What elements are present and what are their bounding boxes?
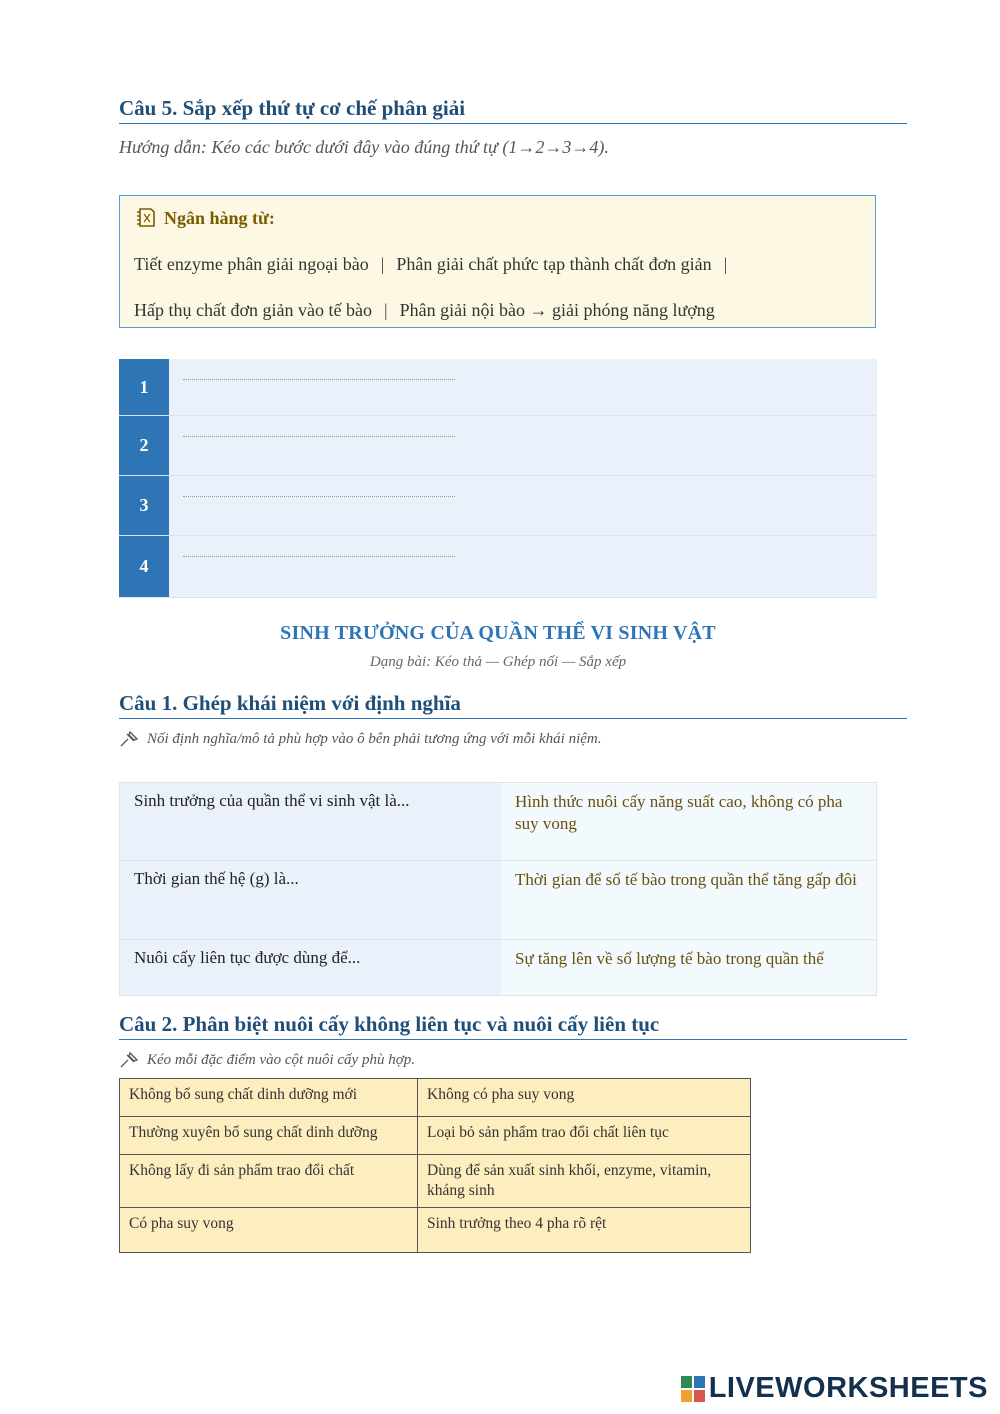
bank-word-4[interactable]: Phân giải nội bào → giải phóng năng lượng [399,300,715,320]
liveworksheets-logo [681,1372,988,1405]
q2-instruction-row [119,1051,415,1069]
sort-table [119,1078,751,1253]
order-number: 1 [119,359,169,415]
order-drop-slot-3[interactable] [169,476,877,535]
match-table [119,782,877,996]
blank-line [183,371,455,380]
feature-item[interactable]: Loại bỏ sản phẩm trao đổi chất liên tục [418,1117,751,1155]
word-bank-title: Ngân hàng từ: [164,207,275,228]
concept-cell: Sinh trưởng của quần thể vi sinh vật là... [120,783,501,860]
blank-line [183,428,455,437]
order-table [119,359,877,598]
feature-item[interactable]: Có pha suy vong [120,1208,418,1253]
match-row [120,940,876,995]
pin-icon [119,730,141,748]
bank-word-3[interactable]: Hấp thụ chất đơn giản vào tế bào [134,300,372,320]
feature-item[interactable]: Không lấy đi sản phẩm trao đổi chất [120,1155,418,1208]
order-drop-slot-2[interactable] [169,416,877,475]
blank-line [183,488,455,497]
q1-title: Câu 1. Ghép khái niệm với định nghĩa [119,691,907,719]
concept-cell: Nuôi cấy liên tục được dùng để... [120,940,501,995]
order-drop-slot-1[interactable] [169,359,877,415]
sort-row [120,1079,751,1117]
pin-icon [119,1051,141,1069]
feature-item[interactable]: Dùng để sản xuất sinh khối, enzyme, vitamin, kháng sinh [418,1155,751,1208]
bank-word-1[interactable]: Tiết enzyme phân giải ngoại bào [134,254,369,274]
order-number: 4 [119,536,169,597]
word-bank-header [134,206,275,230]
bank-separator: | [380,254,385,274]
order-number: 3 [119,476,169,535]
section-subtitle: Dạng bài: Kéo thả — Ghép nối — Sắp xếp [369,654,627,670]
feature-item[interactable]: Không có pha suy vong [418,1079,751,1117]
blank-line [183,548,455,557]
q2-instruction: Kéo mỗi đặc điểm vào cột nuôi cấy phù hợp. [147,1051,415,1068]
word-bank-line-1 [134,254,739,275]
q1-instruction-row [119,730,602,748]
bank-separator: | [723,254,728,274]
sort-row [120,1117,751,1155]
word-bank [119,195,876,328]
order-row [119,536,877,598]
feature-item[interactable]: Không bổ sung chất dinh dưỡng mới [120,1079,418,1117]
q1-instruction: Nối định nghĩa/mô tả phù hợp vào ô bên phải tương ứng với mỗi khái niệm. [147,730,602,747]
liveworksheets-logo-icon [681,1376,705,1402]
q2-title: Câu 2. Phân biệt nuôi cấy không liên tục và nuôi cấy liên tục [119,1012,907,1040]
order-row [119,359,877,416]
sort-row [120,1208,751,1253]
concept-cell: Thời gian thế hệ (g) là... [120,861,501,939]
bank-separator: | [383,300,388,320]
q5-instruction: Hướng dẫn: Kéo các bước dưới đây vào đúng thứ tự (1→2→3→4). [119,137,609,157]
order-drop-slot-4[interactable] [169,536,877,597]
order-number: 2 [119,416,169,475]
brand-name: LIVEWORKSHEETS [708,1372,988,1404]
q5-title: Câu 5. Sắp xếp thứ tự cơ chế phân giải [119,96,907,124]
order-row [119,416,877,476]
notebook-icon [134,206,158,230]
definition-drop-cell[interactable]: Hình thức nuôi cấy năng suất cao, không có pha suy vong [501,783,876,860]
order-row [119,476,877,536]
definition-drop-cell[interactable]: Sự tăng lên về số lượng tế bào trong quần thể [501,940,876,995]
feature-item[interactable]: Thường xuyên bổ sung chất dinh dưỡng [120,1117,418,1155]
match-row [120,783,876,861]
definition-drop-cell[interactable]: Thời gian để số tế bào trong quần thể tăng gấp đôi [501,861,876,939]
word-bank-line-2 [134,300,715,321]
bank-word-2[interactable]: Phân giải chất phức tạp thành chất đơn giản [396,254,712,274]
feature-item[interactable]: Sinh trưởng theo 4 pha rõ rệt [418,1208,751,1253]
match-row [120,861,876,940]
sort-row [120,1155,751,1208]
section-title: SINH TRƯỞNG CỦA QUẦN THỂ VI SINH VẬT [280,622,716,644]
